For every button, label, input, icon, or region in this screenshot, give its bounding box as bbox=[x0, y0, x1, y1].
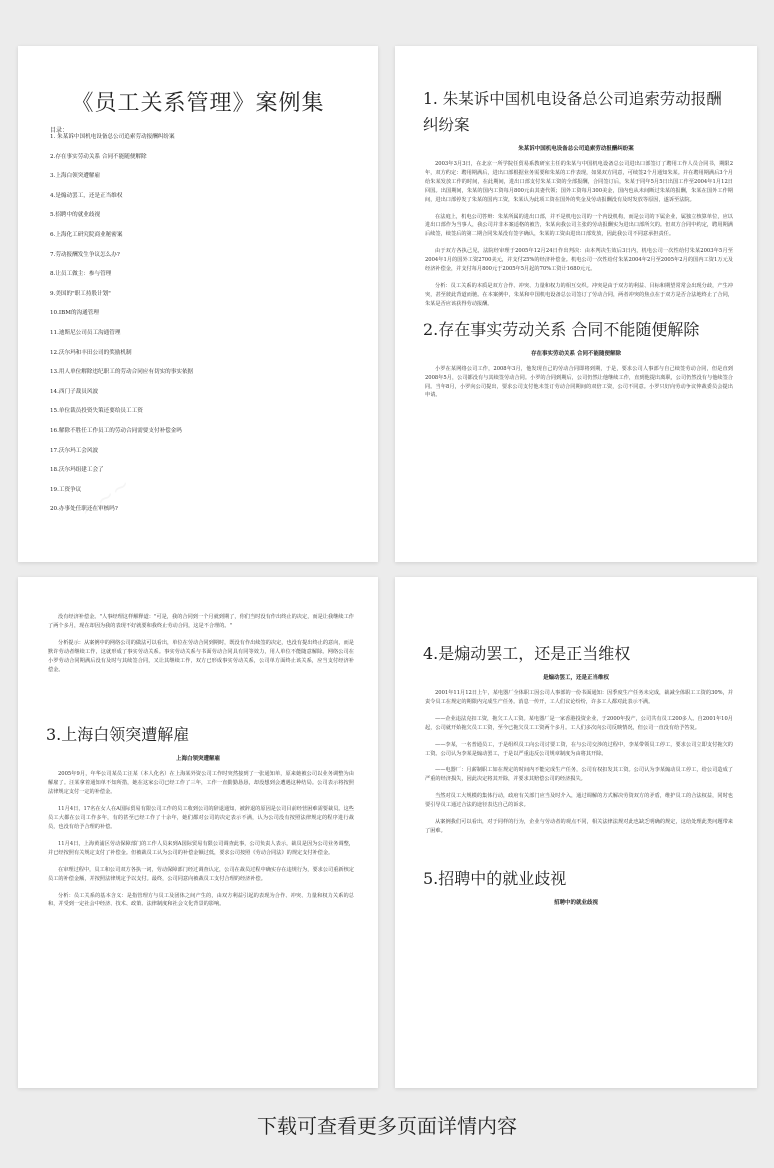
section-1-title: 1. 朱某诉中国机电设备总公司追索劳动报酬纠纷案 bbox=[423, 90, 722, 134]
section-5-subtitle: 招聘中的就业歧视 bbox=[553, 899, 598, 906]
section-3-body bbox=[18, 770, 378, 909]
section-4-subtitle: 是煽动罢工，还是正当维权 bbox=[542, 675, 609, 681]
section-1-body bbox=[395, 160, 757, 309]
toc-item[interactable]: 11.迪斯尼公司员工沟通管理 bbox=[50, 329, 121, 336]
toc-item[interactable]: 13.用人单位解除违纪职工的劳动合同应有切实的事实依据 bbox=[50, 369, 194, 376]
section-2-subtitle: 存在事实劳动关系 合同不能随便解除 bbox=[531, 350, 621, 357]
toc-item[interactable]: 12.沃尔玛和丰田公司的奖励机制 bbox=[50, 349, 132, 356]
toc-item[interactable]: 2.存在事实劳动关系 合同不能随便解除 bbox=[50, 153, 147, 160]
section-5-title: 5.招聘中的就业歧视 bbox=[423, 868, 567, 888]
paragraph: 11月4日，17名在女人在A国际贸易有限公司工作的员工收到公司的辞退通知，被辞退的原因是公司目前经营困难需要裁员。这些员工大都在公司工作多年，有的甚至已经工作了十余年，她们都对公司的决定表示不满，认为公司没有按照法律规定的程序进行裁员，也没有给予合理的补偿。 bbox=[48, 806, 354, 830]
toc-item[interactable]: 19.工资争议 bbox=[50, 486, 82, 493]
paragraph: 在法庭上，机电公司答辩：朱某所属的进出口部，并不是机电公司的一个内设机构，而是公司的下属企业，属独立核算单位，应以进出口部作为当事人，我公司并非本案适格的被告，朱某向我公司主张的劳动报酬实为进出口部所欠的。但双方合同中约定，聘用期满后续签，续签后的第二期合同朱某没有签字确认，朱某的工资由进出口部发放，因此我公司不同意承担责任。 bbox=[425, 213, 733, 238]
document-title: 《员工关系管理》案例集 bbox=[71, 91, 325, 116]
toc-item[interactable]: 10.IBM的沟通管理 bbox=[50, 310, 99, 317]
section-2-body bbox=[395, 365, 757, 401]
toc-item[interactable]: 20.办事处任职还在审核吗? bbox=[50, 506, 118, 513]
toc-item[interactable]: 5.招聘中的就业歧视 bbox=[50, 212, 101, 219]
toc-item[interactable]: 16.解除不胜任工作员工的劳动合同需要支付补偿金吗 bbox=[50, 427, 182, 434]
section-1-subtitle: 朱某诉中国机电设备总公司追索劳动报酬纠纷案 bbox=[518, 146, 634, 152]
toc-item[interactable]: 14.西门子裁员风波 bbox=[50, 388, 99, 395]
document-page-3 bbox=[18, 577, 378, 1088]
paragraph: 从案例我们可以看出，对于同样的行为，企业与劳动者的观点不同，相关法律法规对此也缺乏明确的规定，这给处理此类问题带来了困难。 bbox=[425, 819, 733, 834]
toc-item[interactable]: 8.让员工做主：参与管理 bbox=[50, 271, 112, 278]
paragraph: 由于双方各执己见，法院经审理于2005年12月24日作出判决：由本判决生效后3日内，机电公司一次性给付朱某2003年5月至2004年1月的国外工资2700美元，并支付25%的经济补偿金。机电公司一次性给付朱某2004年2月至2005年2月的国内工资1万元及经济补偿金，并支付每月800元于2005年5月起的70%工资计1680元元。 bbox=[425, 248, 733, 273]
toc-item[interactable]: 15.单位裁员投资失策还要给员工工资 bbox=[50, 408, 143, 415]
section-3-title: 3.上海白领突遭解雇 bbox=[46, 725, 190, 745]
document-page-4 bbox=[395, 577, 757, 1088]
paragraph: 2003年3月3日，在北京一所学院任贸易系教研室主任的朱某与中国机电设备总公司进出口部签订了聘用工作人员合同书，期限2年，双方约定：聘用期满后，进出口部根据业务需要和朱某的工作表现，如果双方同意，可续签2个月通知朱某。并在聘用期满后3个月给朱某发放工作的时间，在此期间，进出口部支付朱某工资的全部报酬，合同签订后，朱某于同年5月5日出国工作至2004年1月12日回国。出国期间，朱某的国内工资每月800元由其妻代领；国外工资每月300美金，国内也从未间断过朱某的报酬，朱某在国外工作期间，进出口部停发了朱某的国内工资，朱某认为此项工资在国外的奖金及劳动报酬没有及时发放等原因，遂诉至法院。 bbox=[425, 161, 733, 203]
paragraph: 分析提示：从案例中的网络公司的做法可以看出，单位在劳动合同到期时，既没有作出续签的决定，也没有提出终止的意向，而是默许劳动者继续工作，这就形成了事实劳动关系。事实劳动关系与书面劳动合同具有同等效力，用人单位不能随意解除。网络公司在小罗劳动合同期满后没有及时与其续签合同，又让其继续工作，双方已形成事实劳动关系，公司单方面终止该关系，应当支付经济补偿金。 bbox=[48, 639, 354, 673]
paragraph: 分析：员工关系的本质是双方合作、冲突、力量和权力的相互交织。冲突是由于双方的利益、目标和期望常常会出现分歧，产生冲突，甚至彼此背道而驰。在本案例中，朱某和中国机电设备总公司签订了劳动合同，两者冲突的焦点在于双方是否合法地终止了合同，朱某是否应该获得劳动报酬。 bbox=[425, 282, 733, 307]
toc-item[interactable]: 7.劳动报酬发生争议怎么办? bbox=[50, 251, 120, 258]
toc-item[interactable]: 4.是煽动罢工，还是正当维权 bbox=[50, 192, 123, 199]
toc-item[interactable]: 1. 朱某诉中国机电设备总公司追索劳动报酬纠纷案 bbox=[50, 134, 175, 140]
paragraph: 2005年9月，年华公司某员工汪某（本人化名）在上海某外资公司工作时突然接到了一张通知单，原来她被公司以业务调整为由解雇了。汪某拿着通知单不知所措，她在这家公司已经工作了三年，工作一直勤勤恳恳，却没想到会遭遇这种结局。公司表示将按照法律规定支付一定的补偿金。 bbox=[48, 771, 354, 796]
section-4-title: 4.是煽动罢工，还是正当维权 bbox=[423, 644, 631, 663]
toc-item[interactable]: 3.上海白领突遭解雇 bbox=[50, 173, 101, 180]
paragraph: 当然对员工大规模的集体行动，政府有关部门应当及时介入，通过调解的方式解决劳资双方的矛盾，维护员工的合法权益，同时也要引导员工通过合法的途径表达自己的诉求。 bbox=[425, 793, 733, 809]
paragraph: 在审理过程中，员工和公司双方各执一词，劳动保障部门经过调查认定，公司在裁员过程中确实存在违规行为，要求公司重新核定员工的补偿金额，并按照法律规定予以支付。最终，公司同意向被裁员工支付合理的经济补偿。 bbox=[48, 866, 354, 882]
document-page-2 bbox=[395, 46, 757, 562]
paragraph: ——电器厂：月薪制职工如在规定的时间内不能完成生产任务，公司有权扣发其工资。公司认为李某煽动员工停工，给公司造成了严重的经济损失，因此决定将其开除，并要求其赔偿公司的经济损失。 bbox=[425, 767, 733, 783]
toc-label: 目录： bbox=[50, 127, 69, 134]
toc-item[interactable]: 9.美国的"职工持股计划" bbox=[50, 290, 111, 297]
toc-item[interactable]: 18.沃尔玛组建工会了 bbox=[50, 467, 104, 474]
section-4-body bbox=[395, 689, 757, 836]
section-2-title: 2.存在事实劳动关系 合同不能随便解除 bbox=[423, 319, 700, 339]
paragraph: 没有经济补偿金。"人事经理这样解释道："可是，我的合同到一个月就到期了，你们当时没有作出终止的决定，而是让我继续工作了两个多月，现在却因为我的表现不好就要和我终止劳动合同，这是不合理的。" bbox=[48, 614, 354, 629]
paragraph: ——企业违法克扣工资，拖欠工人工资。某电器厂是一家香港投资企业，于2000年投产，公司共有员工200多人。自2001年10月起，公司就开始拖欠员工工资，至今已拖欠员工工资两个多月。工人们多次向公司反映情况，但公司一直没有给予答复。 bbox=[425, 715, 733, 731]
paragraph: ——李某，一名普通员工，于是组织员工向公司讨要工资，在与公司交涉的过程中，李某带领员工停工，要求公司立即支付拖欠的工资。公司认为李某是煽动罢工，于是以严重违反公司规章制度为由将其开除。 bbox=[425, 741, 733, 757]
paragraph: 11月4日，上海黄浦区劳动保障部门的工作人员来到A国际贸易有限公司调查此事，公司负责人表示，裁员是因为公司业务调整，并已经按照有关规定支付了补偿金。但被裁员工认为公司的补偿金额过低，要求公司按照《劳动合同法》的规定支付补偿金。 bbox=[48, 840, 354, 856]
download-caption[interactable]: 下载可查看更多页面详情内容 bbox=[257, 1114, 517, 1138]
table-of-contents bbox=[50, 134, 378, 513]
paragraph: 分析：员工关系的基本含义：是指管理方与员工及团体之间产生的，由双方利益引起的表现为合作、冲突、力量和权力关系的总和，并受到一定社会中经济、技术、政策、法律制度和社会文化背景的影响。 bbox=[48, 892, 354, 908]
continued-body bbox=[18, 613, 378, 674]
toc-item[interactable]: 6.上海化工研究院商业秘密案 bbox=[50, 231, 123, 238]
section-3-subtitle: 上海白领突遭解雇 bbox=[175, 756, 220, 763]
toc-item[interactable]: 17.沃尔玛工会风波 bbox=[50, 447, 99, 454]
paragraph: 2001年11月12日上午，某电器厂全体职工因公司人事部的一份书面通知：因季度生产任务未完成，裁减全体职工工资的30%，并责令员工在规定的期限内完成生产任务。消息一传开，工人们议论纷纷，许多工人都对此表示不满。 bbox=[425, 690, 733, 705]
paragraph: 小罗在某网络公司工作，2008年3月，他发现自己的劳动合同即将到期，于是，要求公司人事部与自己续签劳动合同，但是直到2008年5月，公司都没有与其续签劳动合同。小罗的合同到期后，公司仍然让他继续工作，直到他提出离职，公司仍然没有与他续签合同。当年8月，小罗向公司提出，要求公司支付他未签订劳动合同期间的双倍工资，公司不同意。小罗只好向劳动争议仲裁委员会提出申请。 bbox=[425, 365, 733, 399]
document-page-1 bbox=[18, 46, 378, 562]
